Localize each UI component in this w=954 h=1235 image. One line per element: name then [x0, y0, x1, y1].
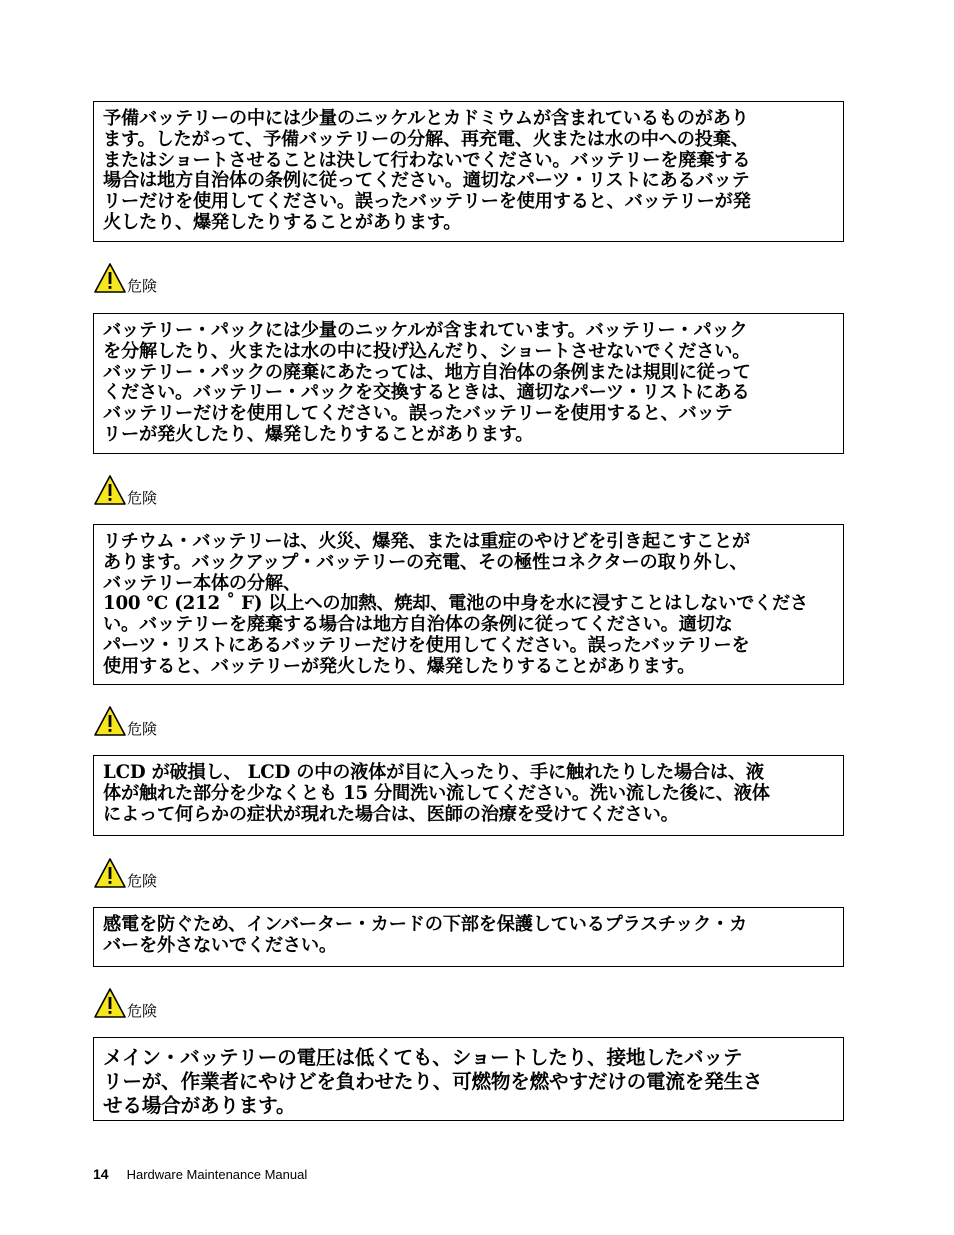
danger-heading — [93, 855, 157, 889]
notice-box-main-battery-voltage: メイン・バッテリーの電圧は低くても、ショートしたり、接地したバッテ リーが、作業者にやけどを負わせたり、可燃物を燃やすだけの電流を発生さ せる場合があります。 — [93, 1037, 844, 1121]
danger-label: 危険 — [127, 872, 158, 890]
warning-triangle-icon — [93, 705, 127, 737]
danger-heading — [93, 703, 157, 737]
warning-triangle-icon — [93, 262, 127, 294]
notice-box-lcd-liquid: LCD が破損し、 LCD の中の液体が目に入ったり、手に触れたりした場合は、液 体が触れた部分を少なくとも 15 分間洗い流してください。洗い流した後に、液体 によって何らかの症状が現れた場合は、医師の治療を受けてください。 — [93, 755, 844, 836]
danger-label: 危険 — [127, 277, 158, 295]
notice-box-lithium-battery: リチウム・バッテリーは、火災、爆発、または重症のやけどを引き起こすことが あります。バックアップ・バッテリーの充電、その極性コネクターの取り外し、 バッテリー本体の分解、 100 ℃ (212 ˚ F) 以上への加熱、焼却、電池の中身を水に浸すことはしないでくださ い。バッテリーを廃棄する場合は地方自治体の条例に従ってください。適切な パーツ・リストにあるバッテリーだけを使用してください。誤ったバッテリーを 使用すると、バッテリーが発火したり、爆発したりすることがあります。 — [93, 524, 844, 685]
danger-label: 危険 — [127, 489, 158, 507]
page-number: 14 — [93, 1166, 109, 1182]
warning-triangle-icon — [93, 474, 127, 506]
notice-box-nickel-battery-pack: バッテリー・パックには少量のニッケルが含まれています。バッテリー・パック を分解したり、火または水の中に投げ込んだり、ショートさせないでください。 バッテリー・パックの廃棄にあたっては、地方自治体の条例または規則に従って ください。バッテリー・パックを交換するときは、適切なパーツ・リストにある バッテリーだけを使用してください。誤ったバッテリーを使用すると、バッテ リーが発火したり、爆発したりすることがあります。 — [93, 313, 844, 454]
notice-box-inverter-card: 感電を防ぐため、インバーター・カードの下部を保護しているプラスチック・カ バーを外さないでください。 — [93, 907, 844, 967]
danger-heading — [93, 985, 157, 1019]
page-footer — [93, 1166, 307, 1182]
danger-heading — [93, 472, 157, 506]
danger-heading — [93, 260, 157, 294]
warning-triangle-icon — [93, 987, 127, 1019]
notice-box-nicad-spare-battery: 予備バッテリーの中には少量のニッケルとカドミウムが含まれているものがあり ます。したがって、予備バッテリーの分解、再充電、火または水の中への投棄、 またはショートさせることは決して行わないでください。バッテリーを廃棄する 場合は地方自治体の条例に従ってください。適切なパーツ・リストにあるバッテ リーだけを使用してください。誤ったバッテリーを使用すると、バッテリーが発 火したり、爆発したりすることがあります。 — [93, 101, 844, 242]
danger-label: 危険 — [127, 1002, 158, 1020]
manual-title: Hardware Maintenance Manual — [126, 1167, 308, 1182]
danger-label: 危険 — [127, 720, 158, 738]
warning-triangle-icon — [93, 857, 127, 889]
